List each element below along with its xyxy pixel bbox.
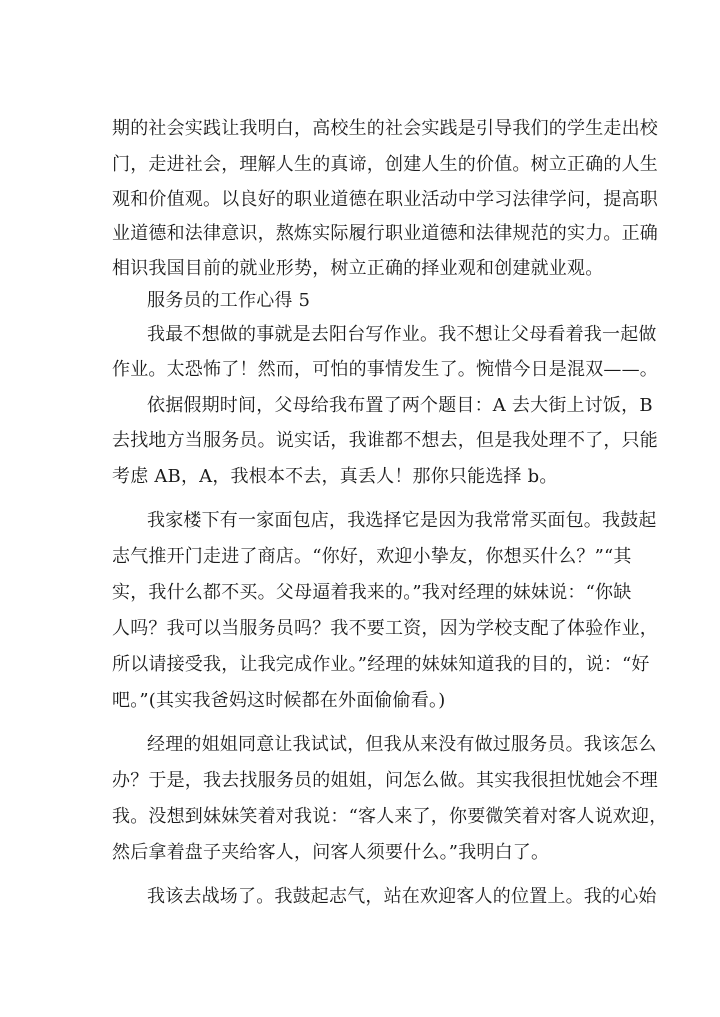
- paragraph-line: 然后拿着盘子夹给客人，问客人须要什么。”我明白了。: [112, 842, 550, 863]
- paragraph-line: 我最不想做的事就是去阳台写作业。我不想让父母看着我一起做: [147, 324, 657, 345]
- paragraph-line: 门，走进社会，理解人生的真谛，创建人生的价值。树立正确的人生: [112, 154, 658, 175]
- paragraph-line: 去找地方当服务员。说实话，我谁都不想去，但是我处理不了，只能: [112, 430, 658, 451]
- paragraph-line: 经理的姐姐同意让我试试，但我从来没有做过服务员。我该怎么: [147, 734, 657, 755]
- paragraph-line: 观和价值观。以良好的职业道德在职业活动中学习法律学问，提高职: [112, 189, 658, 210]
- paragraph-line: 我该去战场了。我鼓起志气，站在欢迎客人的位置上。我的心始: [147, 886, 657, 907]
- paragraph-line: 志气推开门走进了商店。“你好，欢迎小挚友，你想买什么？”“其: [112, 546, 632, 567]
- paragraph-line: 我家楼下有一家面包店，我选择它是因为我常常买面包。我鼓起: [147, 510, 657, 531]
- paragraph-line: 作业。太恐怖了！然而，可怕的事情发生了。惋惜今日是混双——。: [112, 359, 658, 380]
- paragraph-line: 业道德和法律意识，熬炼实际履行职业道德和法律规范的实力。正确: [112, 223, 658, 244]
- paragraph-line: 考虑 AB，A，我根本不去，真丢人！那你只能选择 b。: [112, 466, 558, 487]
- paragraph-line: 我。没想到妹妹笑着对我说：“客人来了，你要微笑着对客人说欢迎，: [112, 806, 668, 827]
- paragraph-line: 办？于是，我去找服务员的姐姐，问怎么做。其实我很担忧她会不理: [112, 770, 658, 791]
- paragraph-line: 期的社会实践让我明白，高校生的社会实践是引导我们的学生走出校: [112, 118, 658, 139]
- paragraph-line: 所以请接受我，让我完成作业。”经理的妹妹知道我的目的，说：“好: [112, 654, 650, 675]
- paragraph-line: 实，我什么都不买。父母逼着我来的。”我对经理的妹妹说：“你缺: [112, 582, 632, 603]
- paragraph-line: 相识我国目前的就业形势，树立正确的择业观和创建就业观。: [112, 258, 604, 279]
- section-heading: 服务员的工作心得 5: [147, 290, 311, 311]
- paragraph-line: 人吗？我可以当服务员吗？我不要工资，因为学校支配了体验作业，: [112, 618, 658, 639]
- paragraph-line: 依据假期时间，父母给我布置了两个题目：A 去大街上讨饭，B: [147, 395, 653, 416]
- paragraph-line: 吧。”(其实我爸妈这时候都在外面偷偷看。): [112, 690, 446, 711]
